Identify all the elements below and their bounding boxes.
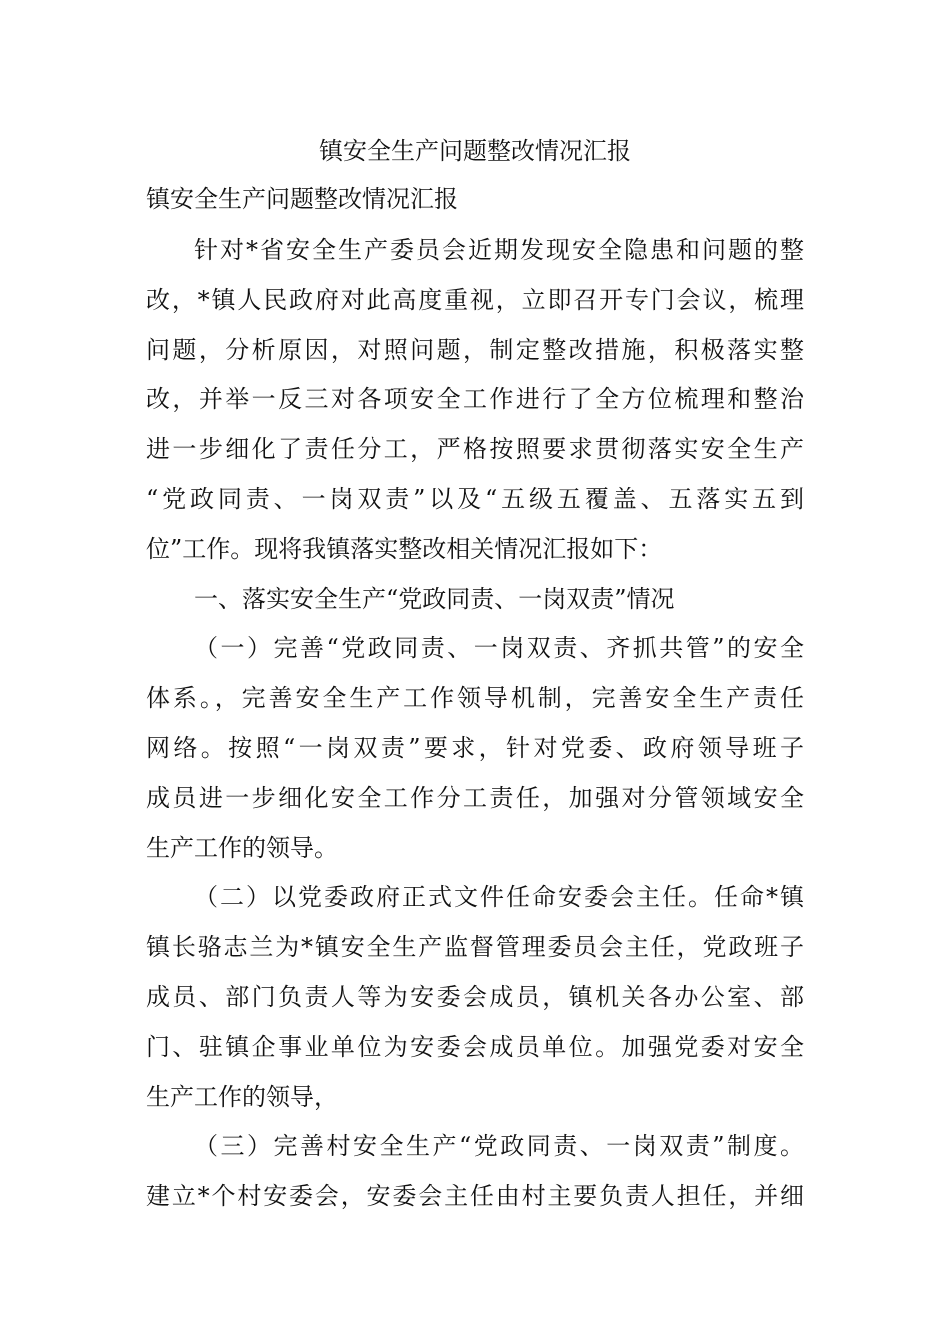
paragraph-line: 生产工作的领导， [146, 1082, 338, 1111]
paragraph-line: 位”工作。现将我镇落实整改相关情况汇报如下： [146, 534, 663, 563]
paragraph-line: （二）以党委政府正式文件任命安委会主任。任命*镇 [194, 883, 804, 912]
paragraph-line: “党政同责、一岗双责”以及“五级五覆盖、五落实五到 [146, 484, 804, 513]
document-subtitle: 镇安全生产问题整改情况汇报 [146, 185, 458, 213]
document-body [146, 226, 804, 1222]
paragraph-line: （三）完善村安全生产“党政同责、一岗双责”制度。 [194, 1132, 804, 1161]
paragraph-line: 门、驻镇企事业单位为安委会成员单位。加强党委对安全 [146, 1032, 804, 1061]
paragraph-line: 体系。，完善安全生产工作领导机制，完善安全生产责任 [146, 684, 804, 713]
paragraph-line: 网络。按照“一岗双责”要求，针对党委、政府领导班子 [146, 733, 804, 762]
paragraph-line: 改，*镇人民政府对此高度重视，立即召开专门会议，梳理 [146, 285, 804, 314]
paragraph-line: 进一步细化了责任分工，严格按照要求贯彻落实安全生产 [146, 435, 804, 464]
paragraph-line: 问题，分析原因，对照问题，制定整改措施，积极落实整 [146, 335, 804, 364]
paragraph-line: 镇长骆志兰为*镇安全生产监督管理委员会主任，党政班子 [146, 933, 804, 962]
section-heading: 一、落实安全生产“党政同责、一岗双责”情况 [194, 584, 675, 613]
paragraph-line: 生产工作的领导。 [146, 833, 338, 862]
paragraph-line: 成员、部门负责人等为安委会成员，镇机关各办公室、部 [146, 982, 804, 1011]
paragraph-line: 建立*个村安委会，安委会主任由村主要负责人担任，并细 [146, 1182, 804, 1211]
paragraph-line: 针对*省安全生产委员会近期发现安全隐患和问题的整 [194, 236, 804, 264]
document-title: 镇安全生产问题整改情况汇报 [319, 137, 631, 165]
paragraph-line: （一）完善“党政同责、一岗双责、齐抓共管”的安全 [194, 634, 804, 663]
paragraph-line: 改，并举一反三对各项安全工作进行了全方位梳理和整治 [146, 385, 804, 414]
paragraph-line: 成员进一步细化安全工作分工责任，加强对分管领域安全 [146, 783, 804, 812]
